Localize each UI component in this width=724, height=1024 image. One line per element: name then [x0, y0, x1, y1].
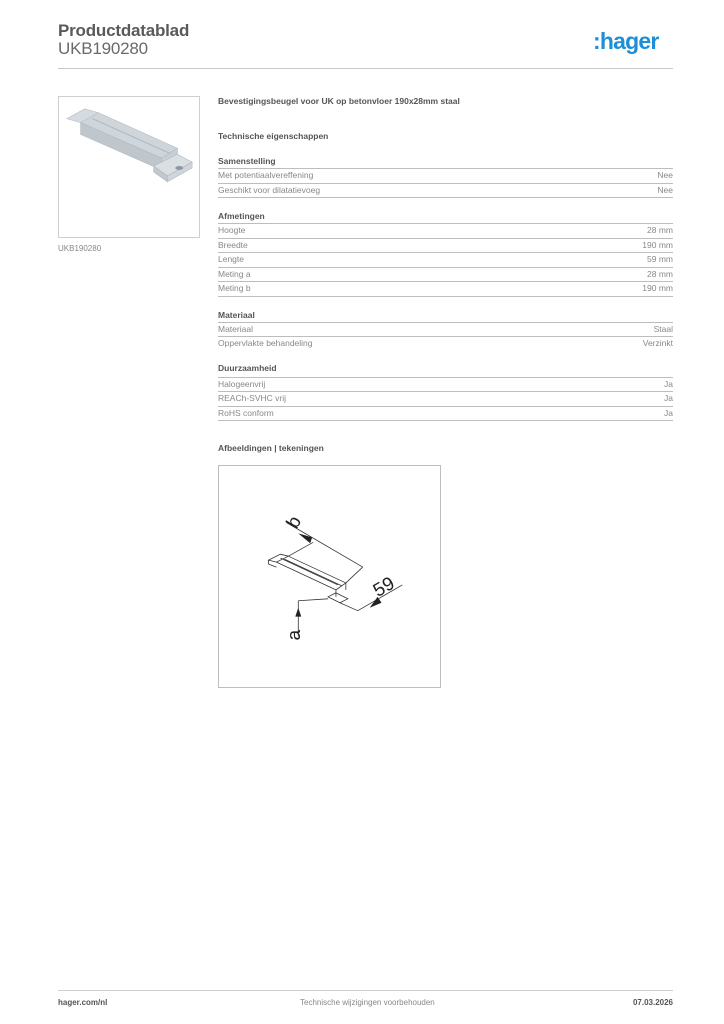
spec-row — [218, 282, 673, 297]
footer-website-link[interactable]: hager.com/nl — [58, 998, 108, 1007]
header-divider — [58, 68, 673, 69]
section-duurzaamheid — [218, 362, 673, 422]
spec-value: Nee — [657, 184, 673, 195]
technical-drawing — [218, 465, 441, 688]
section-afmetingen — [218, 210, 673, 297]
section-title: Samenstelling — [218, 155, 673, 169]
footer-divider — [58, 990, 673, 991]
spec-value: Nee — [657, 170, 673, 180]
product-code: UKB190280 — [58, 39, 148, 58]
spec-row — [218, 268, 673, 283]
spec-row — [218, 337, 673, 351]
spec-label: Oppervlakte behandeling — [218, 338, 313, 348]
spec-row — [218, 169, 673, 184]
dimension-label-a: a — [283, 629, 305, 641]
spec-row — [218, 378, 673, 393]
spec-label: Meting a — [218, 268, 251, 279]
dimension-label-b: b — [281, 512, 306, 532]
product-description: Bevestigingsbeugel voor UK op betonvloer 190x28mm staal — [218, 96, 460, 106]
spec-label: Meting b — [218, 283, 251, 293]
spec-value: 59 mm — [647, 254, 673, 264]
spec-label: Lengte — [218, 254, 244, 264]
spec-row — [218, 224, 673, 239]
spec-value: 28 mm — [647, 225, 673, 235]
section-title: Duurzaamheid — [218, 362, 673, 378]
spec-row — [218, 253, 673, 268]
spec-value: Verzinkt — [642, 338, 673, 348]
spec-value: 28 mm — [647, 268, 673, 279]
spec-value: Ja — [664, 407, 673, 418]
spec-row — [218, 239, 673, 254]
section-samenstelling — [218, 155, 673, 198]
spec-label: Geschikt voor dilatatievoeg — [218, 184, 321, 195]
spec-label: REACh-SVHC vrij — [218, 393, 287, 403]
spec-label: Hoogte — [218, 225, 246, 235]
technical-properties-title: Technische eigenschappen — [218, 131, 329, 141]
section-title: Materiaal — [218, 309, 673, 323]
section-title: Afmetingen — [218, 210, 673, 224]
spec-value: Ja — [664, 393, 673, 403]
spec-label: Met potentiaalvereffening — [218, 170, 314, 180]
spec-value: 190 mm — [642, 283, 673, 293]
spec-row — [218, 392, 673, 407]
spec-row — [218, 407, 673, 422]
spec-value: Ja — [664, 378, 673, 389]
spec-label: RoHS conform — [218, 407, 274, 418]
footer-disclaimer: Technische wijzigingen voorbehouden — [300, 998, 435, 1007]
header-title: Productdatablad — [58, 21, 190, 40]
product-image — [58, 96, 200, 238]
dimension-label-59: 59 — [369, 572, 398, 601]
footer-date: 07.03.2026 — [632, 998, 673, 1007]
section-materiaal — [218, 309, 673, 351]
main-content — [218, 96, 673, 688]
hager-logo: :hager — [593, 28, 659, 54]
dimension-drawing-icon — [219, 466, 440, 687]
product-image-caption: UKB190280 — [58, 244, 102, 253]
spec-row — [218, 184, 673, 199]
images-drawings-title: Afbeeldingen | tekeningen — [218, 443, 324, 453]
spec-row — [218, 323, 673, 338]
bracket-product-photo-icon — [59, 97, 199, 237]
spec-label: Materiaal — [218, 323, 253, 334]
spec-value: 190 mm — [642, 239, 673, 250]
spec-label: Halogeenvrij — [218, 378, 266, 389]
spec-value: Staal — [653, 323, 673, 334]
spec-label: Breedte — [218, 239, 248, 250]
